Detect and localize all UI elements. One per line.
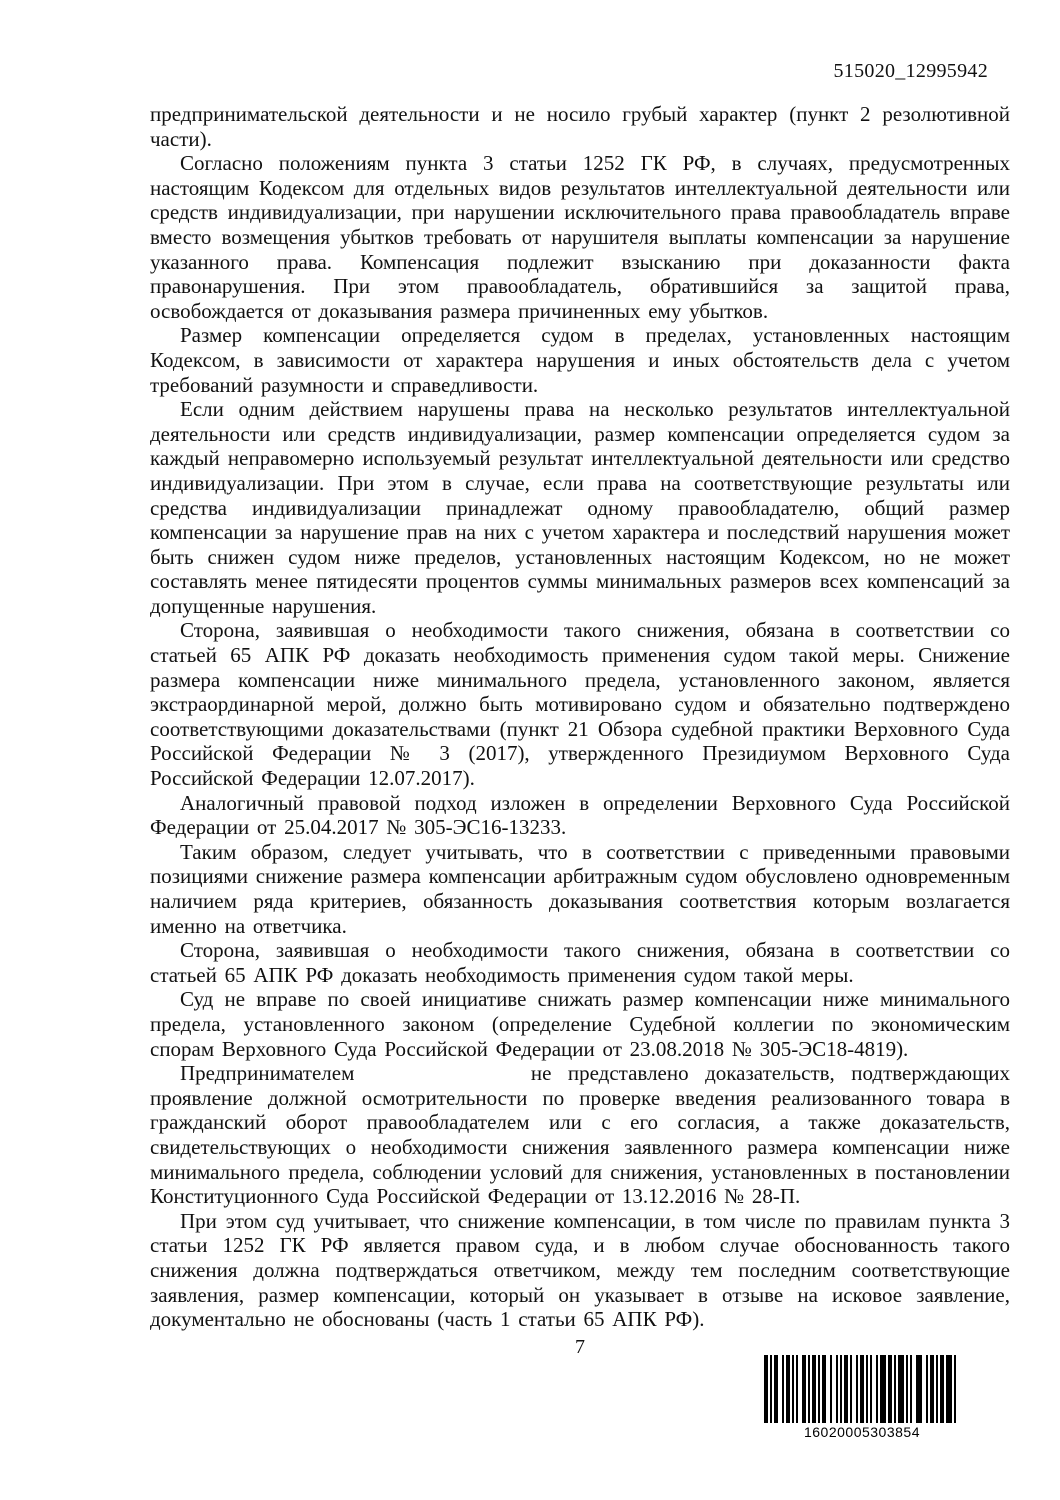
paragraph: Размер компенсации определяется судом в пределах, установленных настоящим Кодексом, в зависимости от характера нарушения и иных обстоятельств дела с учетом требований разумности и справедливости. — [150, 323, 1010, 397]
paragraph — [150, 1061, 1010, 1209]
paragraph: предпринимательской деятельности и не носило грубый характер (пункт 2 резолютивной части). — [150, 102, 1010, 151]
paragraph: Согласно положениям пункта 3 статьи 1252 ГК РФ, в случаях, предусмотренных настоящим Кодексом для отдельных видов результатов интеллектуальной деятельности или средств индивидуализации, при нарушении исключительного права правообладатель вправе вместо возмещения убытков требовать от нарушителя выплаты компенсации за нарушение указанного права. Компенсация подлежит взысканию при доказанности факта правонарушения. При этом правообладатель, обратившийся за защитой права, освобождается от доказывания размера причиненных ему убытков. — [150, 151, 1010, 323]
paragraph: Аналогичный правовой подход изложен в определении Верховного Суда Российской Федерации от 25.04.2017 № 305-ЭС16-13233. — [150, 790, 1010, 840]
barcode-bars-icon — [764, 1355, 960, 1423]
paragraph: Если одним действием нарушены права на несколько результатов интеллектуальной деятельности или средств индивидуализации, размер компенсации определяется судом за каждый неправомерно используемый результат интеллектуальной деятельности или средство индивидуализации. При этом в случае, если права на соответствующие результаты или средства индивидуализации принадлежат одному правообладателю, общий размер компенсации за нарушение прав на них с учетом характера и последствий нарушения может быть снижен судом ниже пределов, установленных настоящим Кодексом, но не может составлять менее пятидесяти процентов суммы минимальных размеров всех компенсаций за допущенные нарушения. — [150, 397, 1010, 618]
barcode-value: 16020005303854 — [803, 1424, 920, 1440]
redacted-gap — [354, 1079, 514, 1080]
paragraph-text-before-gap: Предпринимателем — [180, 1061, 355, 1086]
paragraph-text-after-gap: не представлено доказательств, подтверждающих проявление должной осмотрительности по проверке введения реализованного товара в гражданский оборот правообладателем или с его согласия, а также доказательств, свидетельствующих о необходимости снижения заявленного размера компенсации ниже минимального предела, соблюдении условий для снижения, установленных в постановлении Конституционного Суда Российской Федерации от 13.12.2016 № 28-П. — [150, 1061, 1010, 1209]
page-number: 7 — [575, 1336, 585, 1358]
document-body — [150, 102, 1010, 1332]
paragraph: Таким образом, следует учитывать, что в соответствии с приведенными правовыми позициями снижение размера компенсации арбитражным судом обусловлено одновременным наличием ряда критериев, обязанность доказывания соответствия которым возлагается именно на ответчика. — [150, 839, 1010, 938]
paragraph: Сторона, заявившая о необходимости такого снижения, обязана в соответствии со статьей 65 АПК РФ доказать необходимость применения судом такой меры. — [150, 938, 1010, 987]
document-id: 515020_12995942 — [833, 60, 988, 82]
barcode — [764, 1355, 960, 1440]
paragraph: При этом суд учитывает, что снижение компенсации, в том числе по правилам пункта 3 статьи 1252 ГК РФ является правом суда, и в любом случае обоснованность такого снижения должна подтверждаться ответчиком, между тем последним соответствующие заявления, размер компенсации, который он указывает в отзыве на исковое заявление, документально не обоснованы (часть 1 статьи 65 АПК РФ). — [150, 1208, 1010, 1332]
paragraph: Суд не вправе по своей инициативе снижать размер компенсации ниже минимального предела, установленного законом (определение Судебной коллегии по экономическим спорам Верховного Суда Российской Федерации от 23.08.2018 № 305-ЭС18-4819). — [150, 987, 1010, 1061]
paragraph: Сторона, заявившая о необходимости такого снижения, обязана в соответствии со статьей 65 АПК РФ доказать необходимость применения судом такой меры. Снижение размера компенсации ниже минимального предела, установленного законом, является экстраординарной мерой, должно быть мотивировано судом и обязательно подтверждено соответствующими доказательствами (пункт 21 Обзора судебной практики Верховного Суда Российской Федерации № 3 (2017), утвержденного Президиумом Верховного Суда Российской Федерации 12.07.2017). — [150, 618, 1010, 791]
